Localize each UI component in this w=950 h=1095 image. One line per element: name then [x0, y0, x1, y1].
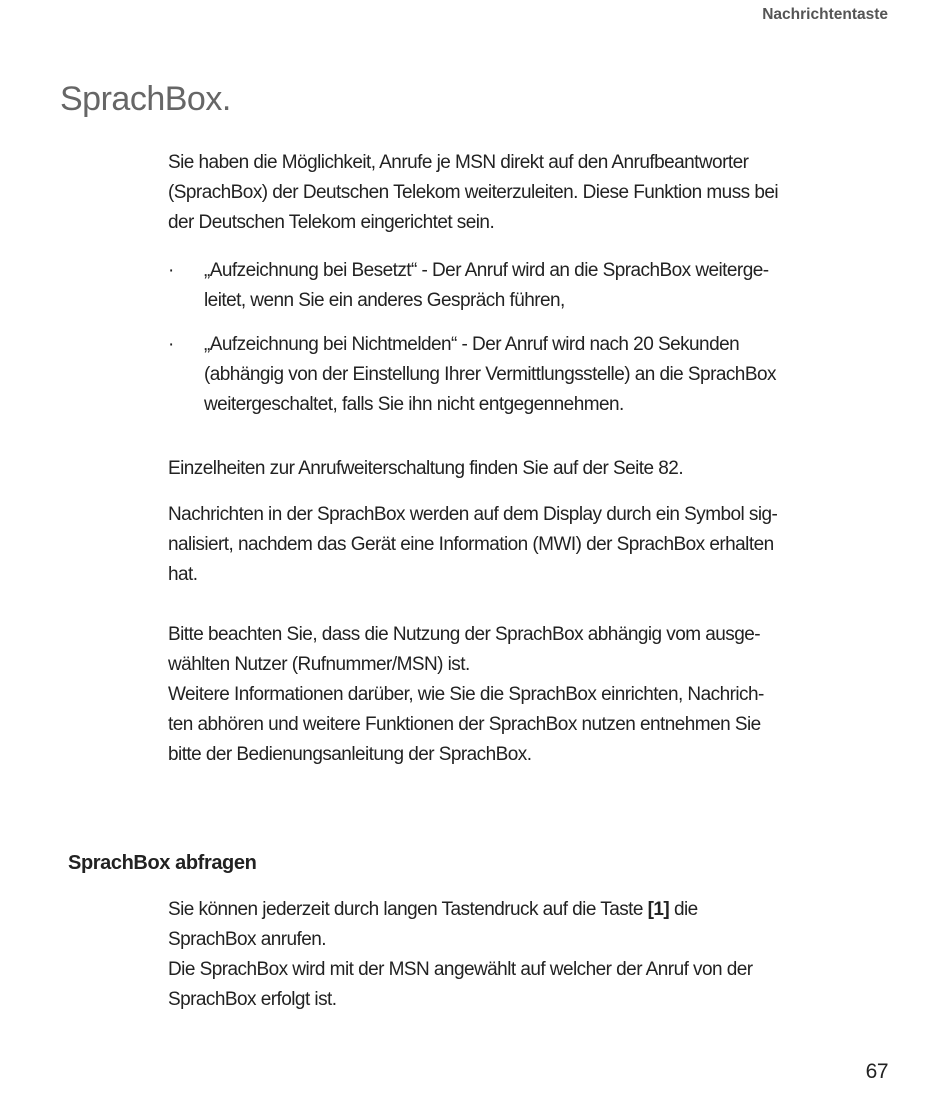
list-item-line: weitergeschaltet, falls Sie ihn nicht entgegennehmen.: [204, 394, 624, 415]
list-item-line: „Aufzeichnung bei Nichtmelden“ - Der Anruf wird nach 20 Sekunden: [204, 334, 740, 355]
bullet-icon: ·: [168, 334, 174, 355]
mwi-line: nalisiert, nachdem das Gerät eine Information (MWI) der SprachBox erhalten: [168, 534, 774, 555]
note-paragraph: [168, 620, 888, 770]
details-line: Einzelheiten zur Anrufweiterschaltung finden Sie auf der Seite 82.: [168, 458, 684, 479]
page-title: SprachBox.: [60, 80, 231, 118]
page-number: 67: [865, 1060, 888, 1083]
section-line-start: Sie können jederzeit durch langen Tastendruck auf die Taste: [168, 899, 648, 920]
section-heading: SprachBox abfragen: [68, 852, 257, 874]
section-line-end: die: [669, 899, 698, 920]
section-paragraph: [168, 895, 888, 1015]
list-item: [168, 330, 888, 420]
running-header: Nachrichtentaste: [762, 6, 888, 23]
note-line: Bitte beachten Sie, dass die Nutzung der SprachBox abhängig vom ausge-: [168, 624, 761, 645]
section-line: SprachBox anrufen.: [168, 929, 327, 950]
note-line: wählten Nutzer (Rufnummer/MSN) ist.: [168, 654, 470, 675]
note-line: Weitere Informationen darüber, wie Sie die SprachBox einrichten, Nachrich-: [168, 684, 764, 705]
details-paragraph: [168, 454, 888, 484]
intro-line: (SprachBox) der Deutschen Telekom weiterzuleiten. Diese Funktion muss bei: [168, 182, 779, 203]
bullet-icon: ·: [168, 260, 174, 281]
intro-line: der Deutschen Telekom eingerichtet sein.: [168, 212, 495, 233]
mwi-line: Nachrichten in der SprachBox werden auf dem Display durch ein Symbol sig-: [168, 504, 778, 525]
intro-line: Sie haben die Möglichkeit, Anrufe je MSN direkt auf den Anrufbeantworter: [168, 152, 749, 173]
list-item-line: leitet, wenn Sie ein anderes Gespräch führen,: [204, 290, 565, 311]
forwarding-options-list: [168, 256, 888, 434]
list-item-line: „Aufzeichnung bei Besetzt“ - Der Anruf wird an die SprachBox weiterge-: [204, 260, 769, 281]
section-line: SprachBox erfolgt ist.: [168, 989, 337, 1010]
section-line: Die SprachBox wird mit der MSN angewählt auf welcher der Anruf von der: [168, 959, 753, 980]
list-item-line: (abhängig von der Einstellung Ihrer Vermittlungsstelle) an die SprachBox: [204, 364, 776, 385]
list-item: [168, 256, 888, 316]
mwi-paragraph: [168, 500, 888, 590]
note-line: bitte der Bedienungsanleitung der SprachBox.: [168, 744, 532, 765]
intro-paragraph: [168, 148, 888, 238]
note-line: ten abhören und weitere Funktionen der SprachBox nutzen entnehmen Sie: [168, 714, 761, 735]
mwi-line: hat.: [168, 564, 198, 585]
key-reference: [1]: [647, 899, 670, 920]
